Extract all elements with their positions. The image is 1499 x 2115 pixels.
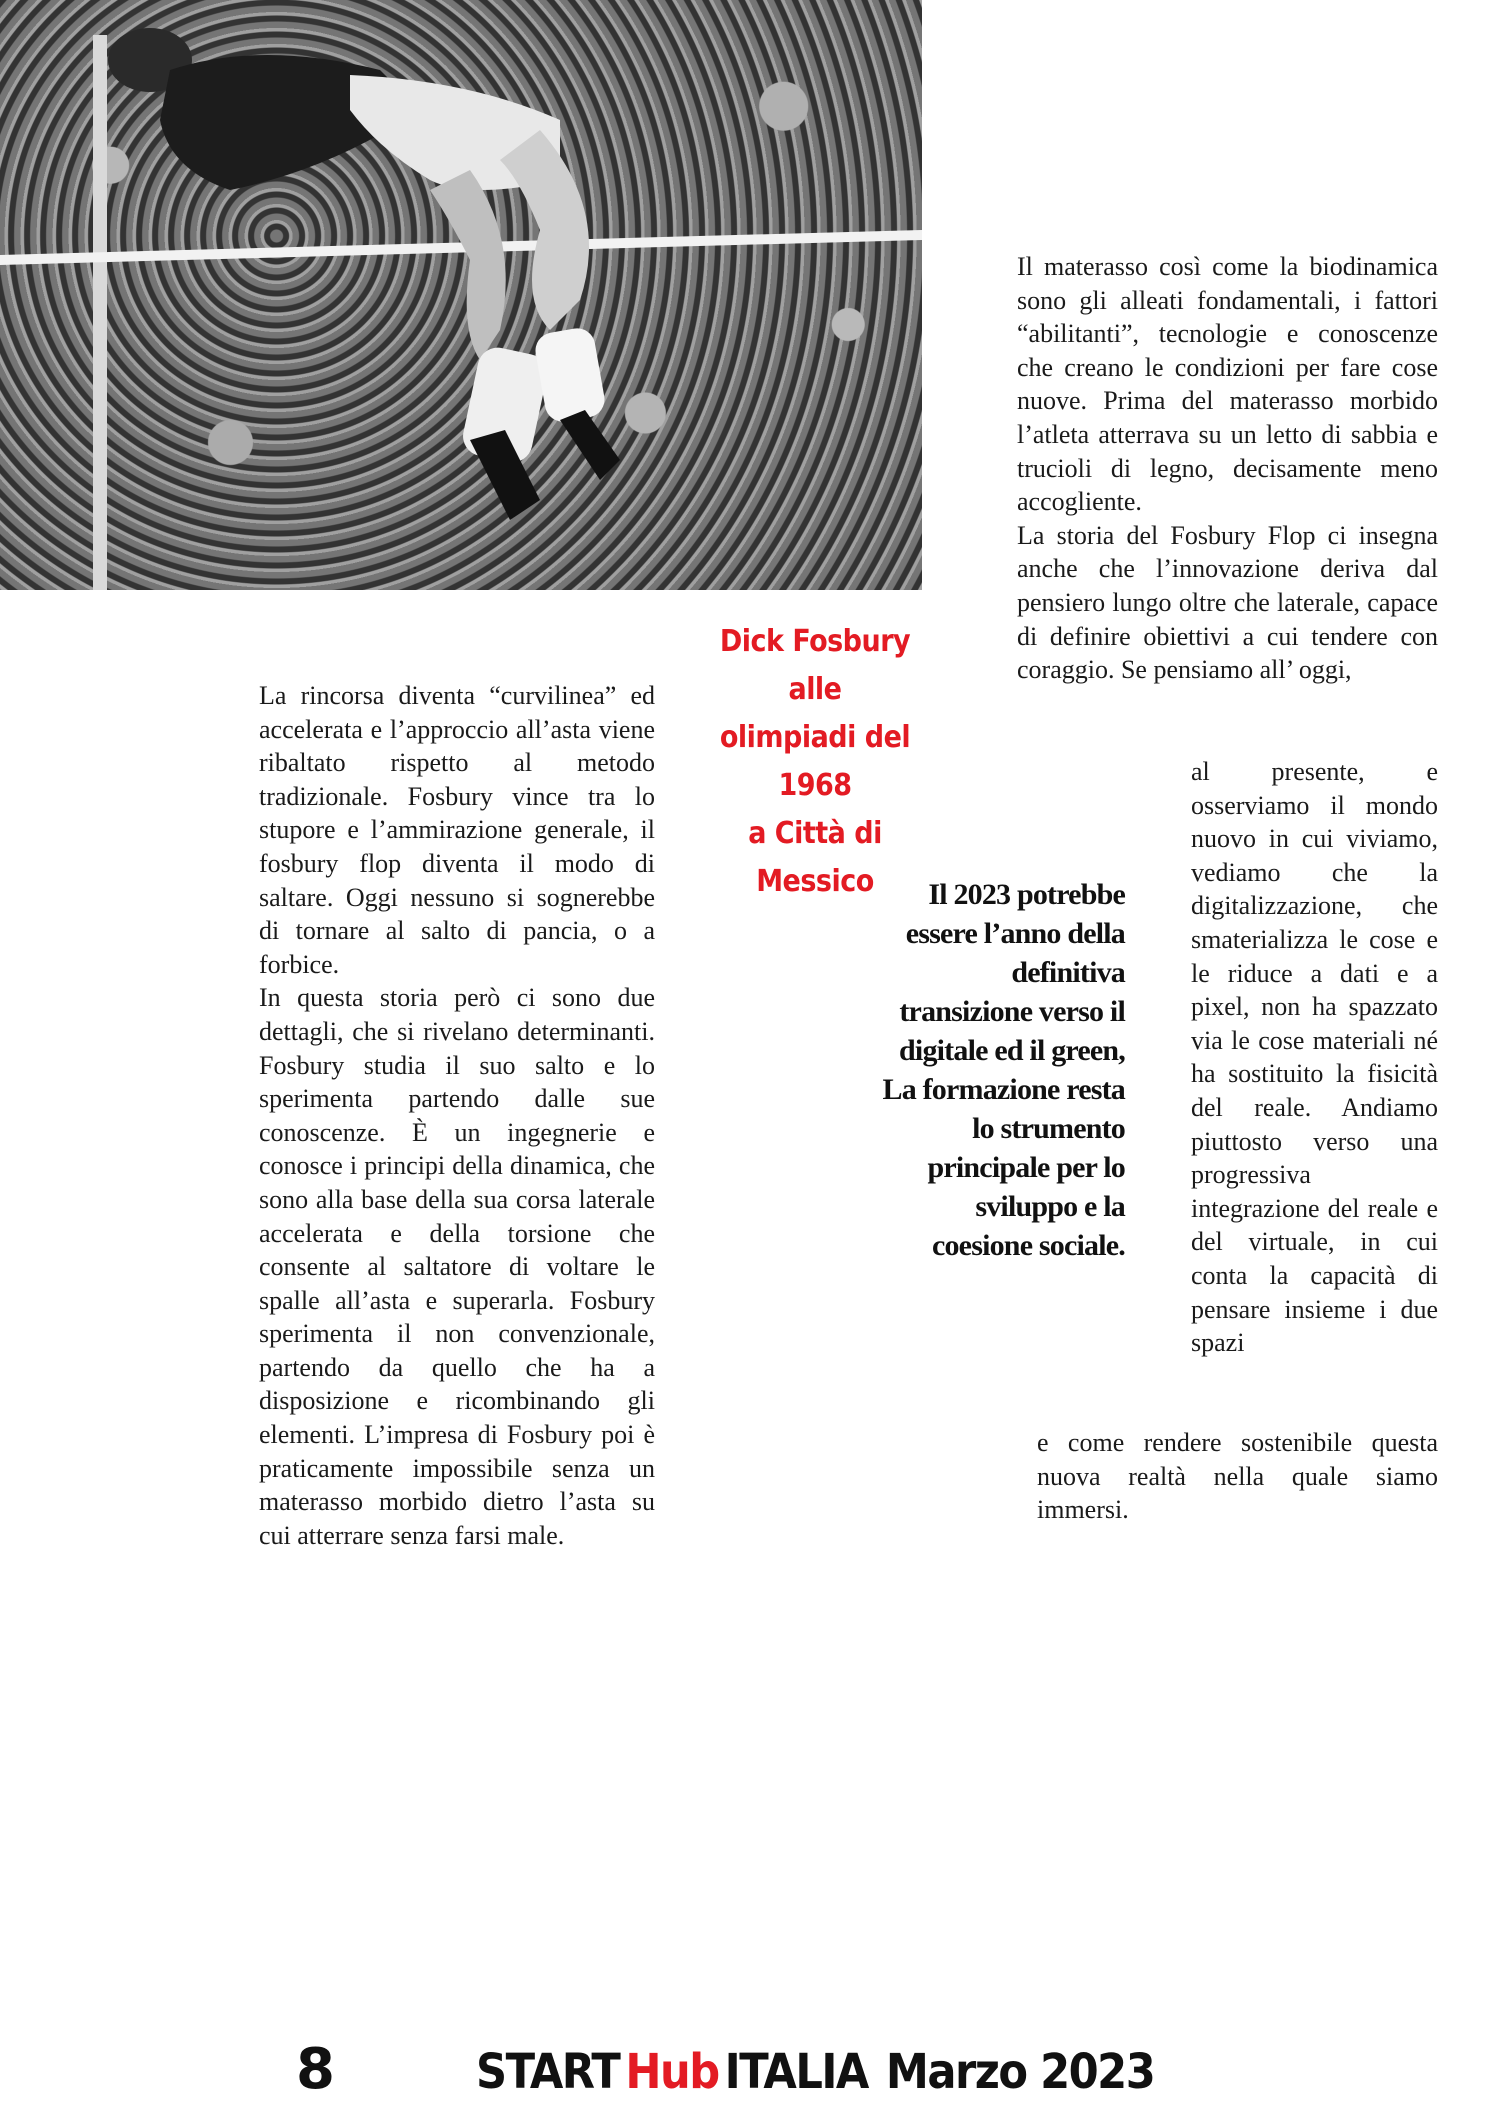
pull-quote-line: La formazione resta [882,1073,1125,1106]
pull-quote-line: principale per lo [927,1151,1125,1184]
article-paragraph: La rincorsa diventa “curvilinea” ed accelerata e l’approccio all’asta viene ribaltato rispetto al metodo tradizionale. Fosbury vince tra lo stupore e l’ammirazione generale, il fosbury flop diventa il modo di saltare. Oggi nessuno si sognerebbe di tornare al salto di pancia, o a forbice. [259,681,655,979]
brand-start: START [476,2044,620,2100]
article-paragraph: La storia del Fosbury Flop ci insegna anche che l’innovazione deriva dal pensiero lungo oltre che laterale, capace di definire obiettivi a cui tendere con coraggio. Se pensiamo all’ oggi, [1017,520,1438,685]
pull-quote-line: definitiva [1011,956,1125,989]
brand-hub: Hub [625,2044,719,2100]
magazine-masthead [476,2042,1154,2102]
pull-quote-line: transizione verso il [899,995,1125,1028]
high-jump-post [93,35,107,590]
caption-line: Dick Fosbury alle [719,624,911,707]
pull-quote-line: coesione sociale. [931,1229,1125,1262]
right-article-column-top [1017,250,1438,687]
right-article-column-middle [1191,755,1438,1360]
right-article-column-bottom [1037,1426,1438,1527]
left-article-column [259,679,655,1552]
caption-line: a Città di Messico [748,816,882,899]
photo-caption [690,618,940,906]
article-paragraph: e come rendere sostenibile questa nuova realtà nella quale siamo immersi. [1037,1428,1438,1525]
high-jump-photo-illustration [0,0,922,590]
pull-quote-line: essere l’anno della [905,917,1125,950]
article-paragraph: Il materasso così come la biodinamica sono gli alleati fondamentali, i fattori “abilitanti”, tecnologie e conoscenze che creano le condizioni per fare cose nuove. Prima del materasso morbido l’atleta atterrava su un letto di sabbia e trucioli di legno, decisamente meno accogliente. [1017,252,1438,517]
pull-quote-line: lo strumento [972,1112,1125,1145]
article-paragraph: al presente, e osserviamo il mondo nuovo in cui viviamo, vediamo che la digitalizzazione, che smaterializza le cose e le riduce a dati e a pixel, non ha spazzato via le cose materiali né ha sostituito la fisicità del reale. Andiamo piuttosto verso una progressiva integrazione del reale e del virtuale, in cui conta la capacità di pensare insieme i due spazi [1191,757,1438,1358]
pull-quote-line: sviluppo e la [975,1190,1125,1223]
caption-line: olimpiadi del 1968 [719,720,911,803]
page-footer [0,2038,1499,2108]
article-paragraph: In questa storia però ci sono due dettagli, che si rivelano determinanti. Fosbury studia il suo salto e lo sperimenta partendo dalle sue conoscenze. È un ingegnerie e conosce i principi della dinamica, che sono alla base della sua corsa laterale accelerata e della torsione che consente al saltatore di voltare le spalle all’asta e superarla. Fosbury sperimenta il non convenzionale, partendo da quello che ha a disposizione e ricombinando gli elementi. L’impresa di Fosbury poi è praticamente impossibile senza un materasso morbido dietro l’asta su cui atterrare senza farsi male. [259,983,655,1550]
issue-date: Marzo 2023 [885,2044,1155,2100]
page-number: 8 [296,2037,335,2102]
pull-quote [830,875,1125,1265]
brand-italia: ITALIA [724,2044,868,2100]
high-jump-photo [0,0,922,590]
pull-quote-line: digitale ed il green, [899,1034,1125,1067]
pull-quote-line: Il 2023 potrebbe [928,878,1125,911]
